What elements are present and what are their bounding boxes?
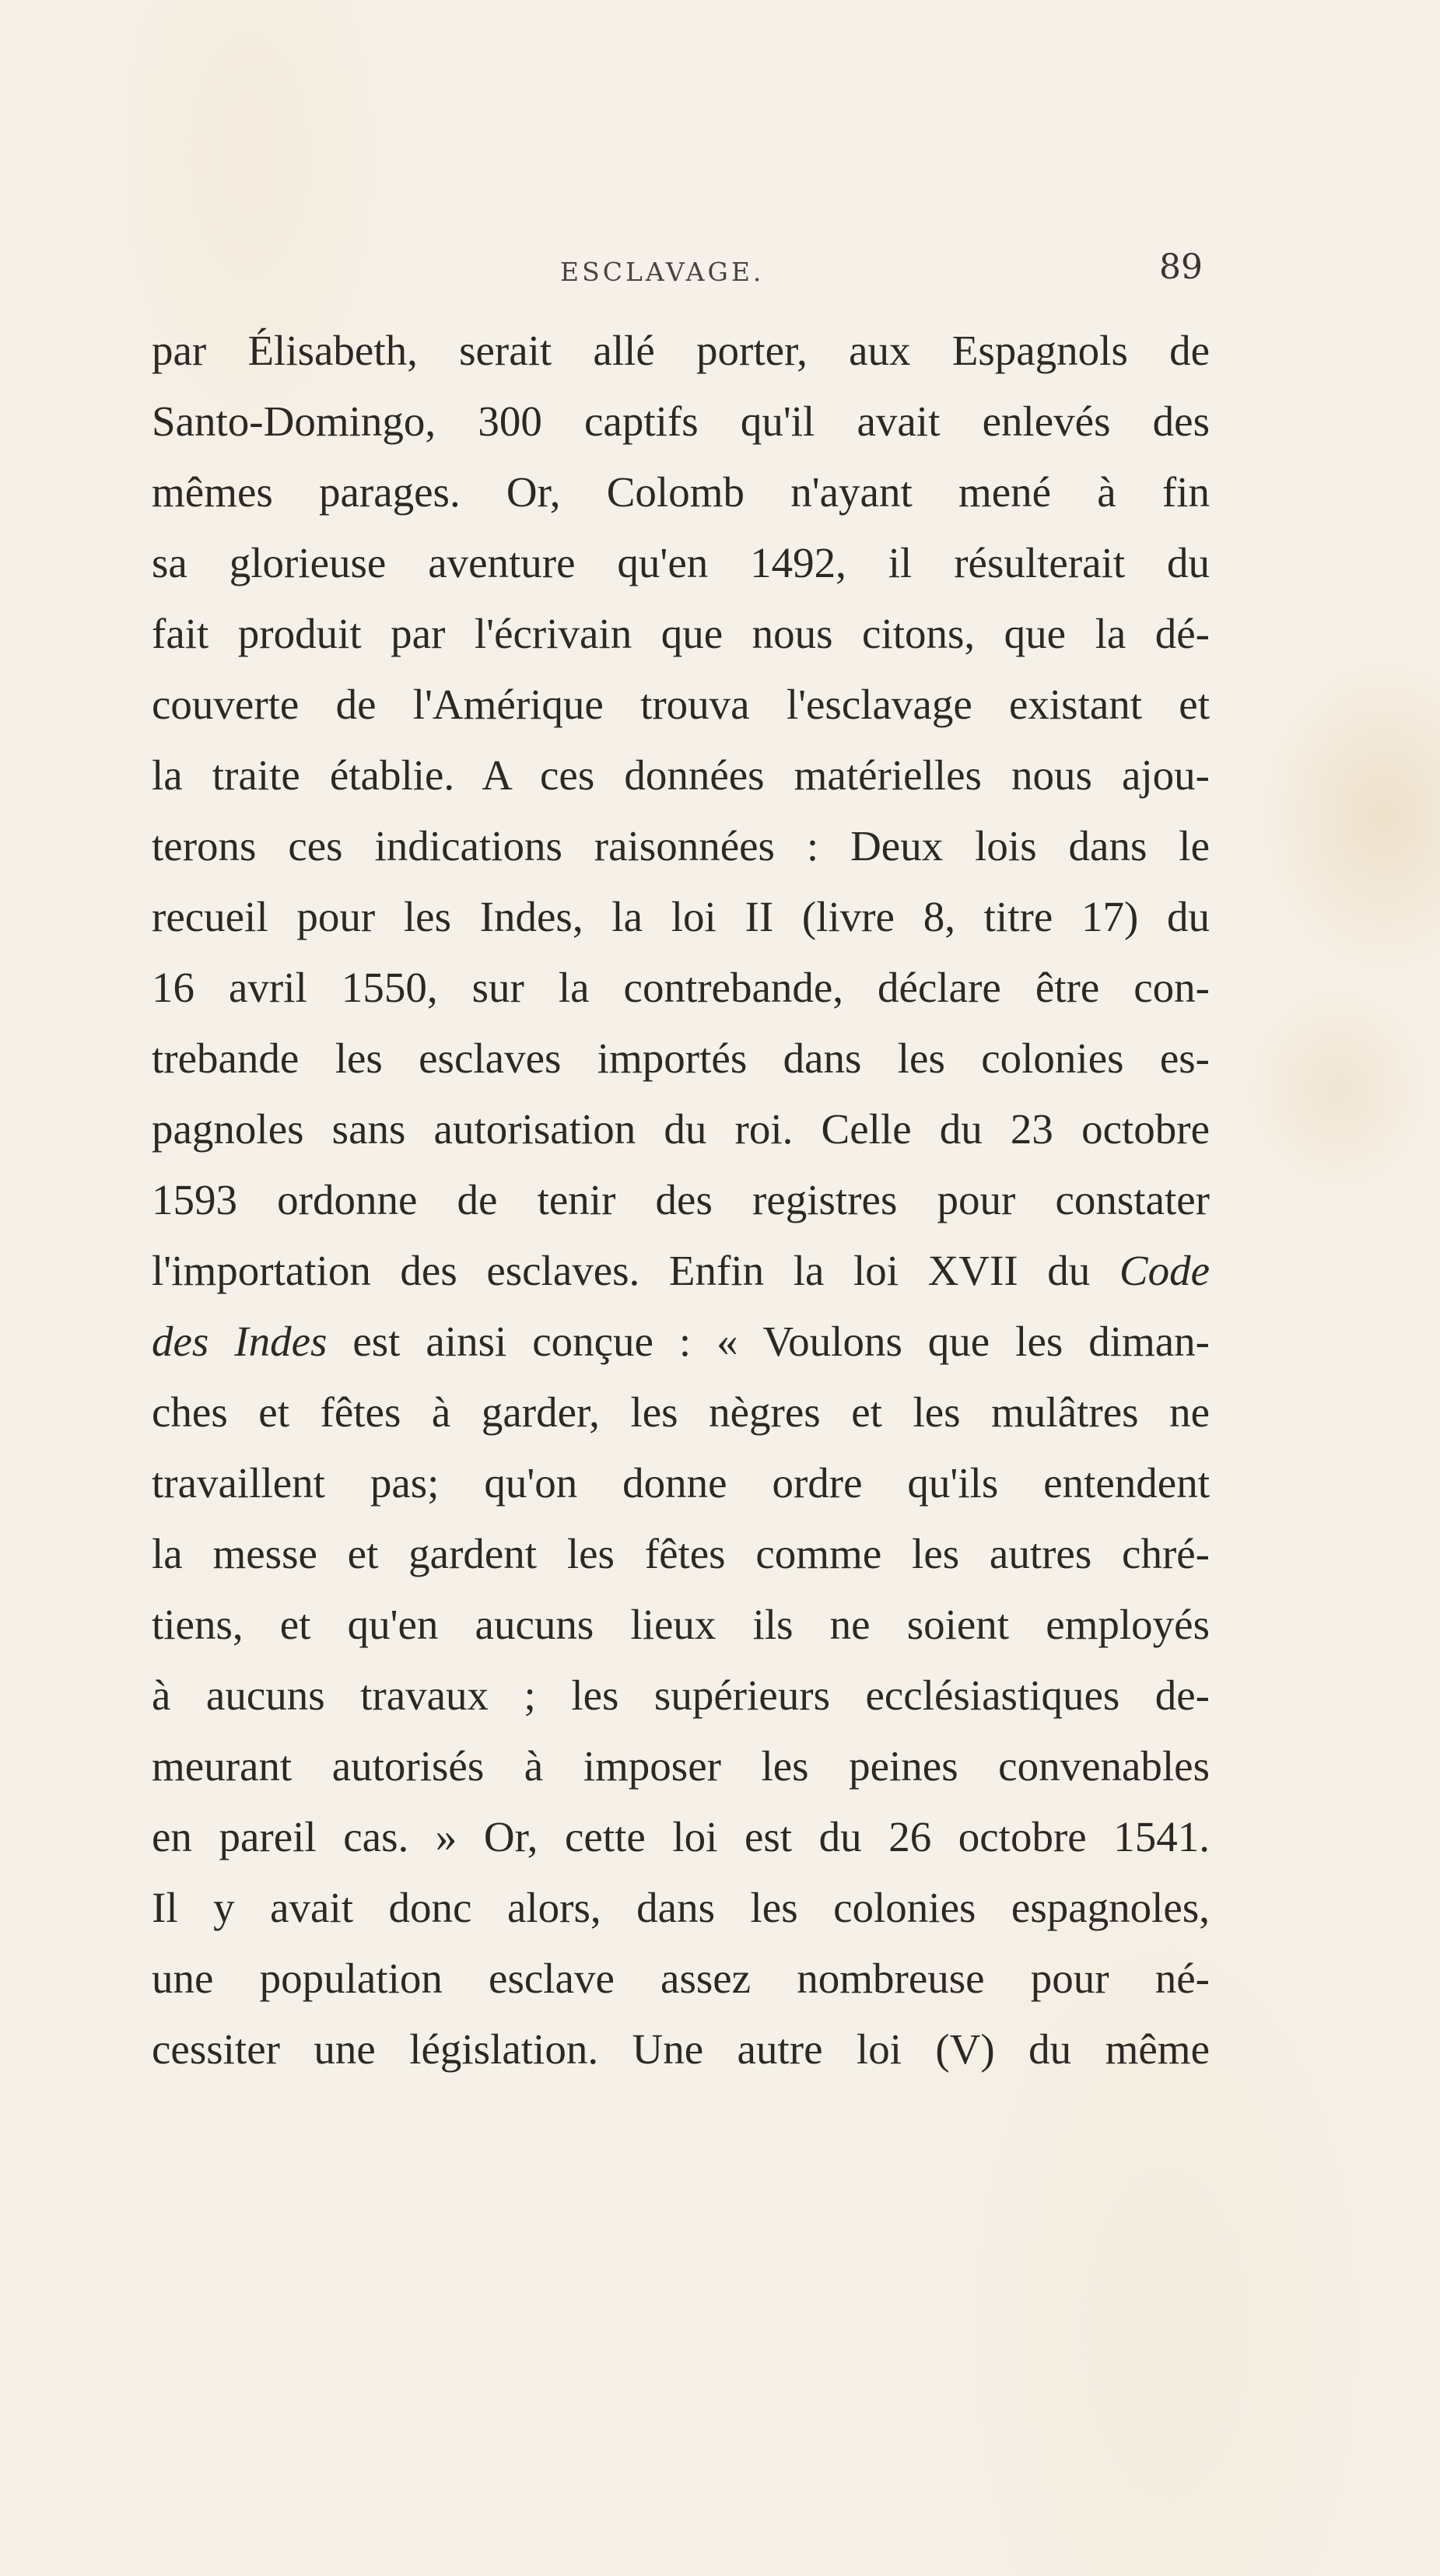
text-line-with-italic bbox=[152, 1306, 1210, 1377]
text-line: 1593 ordonne de tenir des registres pour constater bbox=[152, 1176, 1210, 1223]
text-line: tiens, et qu'en aucuns lieux ils ne soient employés bbox=[152, 1601, 1210, 1648]
body-text bbox=[152, 315, 1210, 2084]
text-line: en pareil cas. » Or, cette loi est du 26 octobre 1541. bbox=[152, 1813, 1210, 1860]
text-line: cessiter une législation. Une autre loi (V) du même bbox=[152, 2025, 1210, 2073]
text-line: à aucuns travaux ; les supérieurs ecclésiastiques de- bbox=[152, 1671, 1210, 1719]
text-line: Il y avait donc alors, dans les colonies espagnoles, bbox=[152, 1884, 1210, 1931]
text-line: 16 avril 1550, sur la contrebande, déclare être con- bbox=[152, 964, 1210, 1011]
text-line: sa glorieuse aventure qu'en 1492, il résulterait du bbox=[152, 539, 1210, 586]
text-line: mêmes parages. Or, Colomb n'ayant mené à fin bbox=[152, 468, 1210, 516]
text-line: meurant autorisés à imposer les peines convenables bbox=[152, 1742, 1210, 1790]
text-line: fait produit par l'écrivain que nous citons, que la dé- bbox=[152, 610, 1210, 657]
text-line: la traite établie. A ces données matérielles nous ajou- bbox=[152, 751, 1210, 799]
text-line: la messe et gardent les fêtes comme les autres chré- bbox=[152, 1530, 1210, 1577]
running-title: ESCLAVAGE. bbox=[560, 257, 765, 287]
text-line: terons ces indications raisonnées : Deux lois dans le bbox=[152, 822, 1210, 870]
text-line: une population esclave assez nombreuse pour né- bbox=[152, 1955, 1210, 2002]
text-line: recueil pour les Indes, la loi II (livre 8, titre 17) du bbox=[152, 893, 1210, 940]
text-line: ches et fêtes à garder, les nègres et les mulâtres ne bbox=[152, 1388, 1210, 1436]
text-segment: l'importation des esclaves. Enfin la loi XVII du bbox=[152, 1247, 1119, 1294]
text-segment: est ainsi conçue : « Voulons que les diman- bbox=[327, 1318, 1210, 1365]
text-line: travaillent pas; qu'on donne ordre qu'ils entendent bbox=[152, 1459, 1210, 1507]
text-line: trebande les esclaves importés dans les colonies es- bbox=[152, 1034, 1210, 1082]
italic-title: Code bbox=[1119, 1247, 1210, 1294]
text-line: Santo-Domingo, 300 captifs qu'il avait enlevés des bbox=[152, 397, 1210, 445]
text-line-with-italic bbox=[152, 1235, 1210, 1306]
italic-title: des Indes bbox=[152, 1318, 328, 1365]
text-line: pagnoles sans autorisation du roi. Celle du 23 octobre bbox=[152, 1105, 1210, 1153]
text-line: couverte de l'Amérique trouva l'esclavage existant et bbox=[152, 681, 1210, 728]
page-number: 89 bbox=[1159, 247, 1203, 287]
text-line: par Élisabeth, serait allé porter, aux Espagnols de bbox=[152, 327, 1210, 374]
